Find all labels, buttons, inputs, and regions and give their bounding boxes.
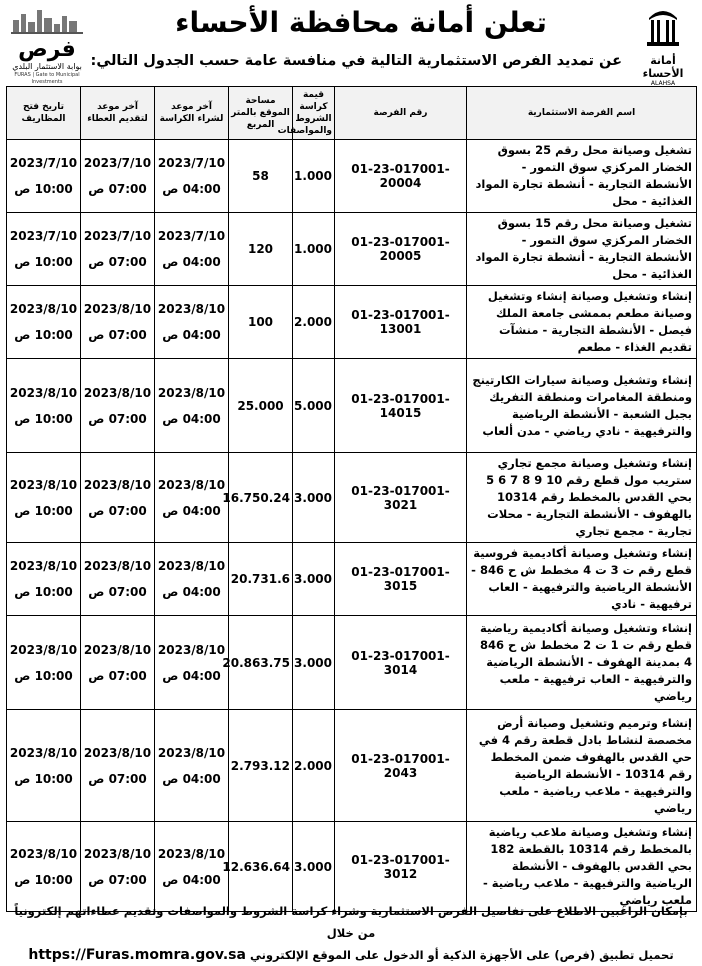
alahsa-name: أمانة الأحساء <box>642 54 684 80</box>
cell-area <box>229 359 293 453</box>
open-date: 2023/8/10 <box>9 302 78 316</box>
cell-number <box>335 616 467 710</box>
website-link[interactable]: https://Furas.momra.gov.sa <box>28 947 246 963</box>
table-row <box>7 710 697 822</box>
opportunity-name: تشغيل وصيانة محل رقم 15 بسوق الخضار المركزي سوق التمور - الأنشطة التجارية - أنشطة تجارة المواد الغذائية - محل <box>475 216 692 281</box>
submit-date: 2023/8/10 <box>83 642 152 657</box>
opportunity-name: إنشاء وتشغيل وصيانة مجمع تجاري ستريب مول قطع رقم 10 9 8 7 6 5 بحي القدس بالمخطط رقم 10314 بالهفوف - الأنشطة التجارية - محلات تجارية - مجمع تجاري <box>486 456 692 538</box>
cell-buy <box>155 359 229 453</box>
site-area: 120 <box>247 242 274 256</box>
submit-date: 2023/8/10 <box>83 745 152 760</box>
submit-time: 07:00 ص <box>88 585 147 599</box>
booklet-price: 3.000 <box>294 490 332 505</box>
cell-name <box>467 616 697 710</box>
booklet-price: 3.000 <box>294 655 332 670</box>
footer-line1: بإمكان الراغبين الاطلاع على تفاصيل الفرص الاستثمارية وشراء كراسة الشروط والمواصفات وتقديم عطاءاتهم إلكترونياً من خلال <box>14 904 688 940</box>
site-area: 12.636.64 <box>222 859 290 874</box>
cell-open <box>7 616 81 710</box>
buy-date: 2023/7/10 <box>157 229 226 243</box>
cell-submit <box>81 453 155 543</box>
palm-tower-icon <box>645 6 681 50</box>
open-time: 10:00 ص <box>14 585 73 599</box>
opportunity-name: إنشاء وتشغيل وصيانة أكاديمية فروسية قطع رقم ت 3 ت 4 مخطط ش ح 846 - الأنشطة الرياضية والترفيهية - العاب ترفيهية - نادي <box>471 546 692 611</box>
opportunity-number: 01-23-017001-3021 <box>351 483 450 512</box>
open-date: 2023/7/10 <box>9 156 78 170</box>
buy-time: 04:00 ص <box>162 668 221 683</box>
cell-name <box>467 140 697 213</box>
cell-number <box>335 359 467 453</box>
table-row <box>7 359 697 453</box>
table-row <box>7 286 697 359</box>
cell-submit <box>81 616 155 710</box>
opportunity-name: إنشاء وترميم وتشغيل وصيانة أرض مخصصة لنشاط بادل قطعة رقم 4 في حي القدس بالهفوف ضمن المخطط رقم 10314 - الأنشطة الرياضية والترفيهية - ملاعب رياضية - ملعب رياضي <box>478 715 692 815</box>
header-area: مساحة الموقع بالمتر المربع <box>229 87 293 140</box>
cell-price <box>293 710 335 822</box>
cell-price <box>293 616 335 710</box>
cell-number <box>335 213 467 286</box>
table-row <box>7 616 697 710</box>
submit-date: 2023/8/10 <box>83 385 152 400</box>
table-row <box>7 213 697 286</box>
submit-date: 2023/7/10 <box>83 229 152 243</box>
open-time: 10:00 ص <box>14 771 73 786</box>
skyline-icon <box>11 8 83 34</box>
footer <box>6 900 696 966</box>
opportunity-number: 01-23-017001-20004 <box>351 162 450 190</box>
opportunity-number: 01-23-017001-3012 <box>351 852 450 881</box>
cell-price <box>293 213 335 286</box>
cell-buy <box>155 822 229 912</box>
cell-buy <box>155 616 229 710</box>
cell-price <box>293 822 335 912</box>
open-date: 2023/8/10 <box>9 745 78 760</box>
site-area: 20.863.75 <box>222 655 290 670</box>
cell-submit <box>81 286 155 359</box>
opportunity-name: تشغيل وصيانة محل رقم 25 بسوق الخضار المركزي سوق التمور - الأنشطة التجارية - أنشطة تجارة المواد الغذائية - محل <box>475 143 692 208</box>
opportunity-name: إنشاء وتشغيل وصيانة ملاعب رياضية بالمخطط رقم 10314 بالقطعة 182 بحي القدس بالهفوف - الأنشطة الرياضية والترفيهية - ملاعب رياضية - ملعب رياضي <box>482 825 692 907</box>
table-row <box>7 822 697 912</box>
submit-date: 2023/8/10 <box>83 302 152 316</box>
submit-date: 2023/8/10 <box>83 559 152 573</box>
booklet-price: 3.000 <box>294 572 332 586</box>
site-area: 16.750.24 <box>222 490 290 505</box>
buy-date: 2023/8/10 <box>157 302 226 316</box>
header-number: رقم الفرصة <box>335 87 467 140</box>
submit-time: 07:00 ص <box>88 182 147 196</box>
opportunity-name: إنشاء وتشغيل وصيانة إنشاء وتشغيل وصيانة مطعم بممشى جامعة الملك فيصل - الأنشطة التجارية - منشآت تقديم الغذاء - مطعم <box>487 289 692 354</box>
header-buy: آخر موعد لشراء الكراسة <box>155 87 229 140</box>
cell-open <box>7 213 81 286</box>
header-price: قيمة كراسة الشروط والمواصفات <box>293 87 335 140</box>
cell-price <box>293 543 335 616</box>
cell-submit <box>81 822 155 912</box>
buy-date: 2023/8/10 <box>157 385 226 400</box>
open-time: 10:00 ص <box>14 668 73 683</box>
cell-price <box>293 286 335 359</box>
booklet-price: 1.000 <box>294 169 332 183</box>
cell-buy <box>155 543 229 616</box>
cell-number <box>335 710 467 822</box>
booklet-price: 2.000 <box>294 758 332 773</box>
buy-time: 04:00 ص <box>162 872 221 887</box>
open-time: 10:00 ص <box>14 872 73 887</box>
buy-date: 2023/8/10 <box>157 559 226 573</box>
cell-price <box>293 453 335 543</box>
furas-logo <box>6 8 88 85</box>
opportunity-number: 01-23-017001-3015 <box>351 565 450 593</box>
open-date: 2023/8/10 <box>9 559 78 573</box>
cell-area <box>222 453 293 543</box>
buy-date: 2023/7/10 <box>157 156 226 170</box>
cell-buy <box>155 286 229 359</box>
open-date: 2023/8/10 <box>9 477 78 492</box>
site-area: 58 <box>252 169 269 183</box>
table-row <box>7 453 697 543</box>
open-time: 10:00 ص <box>14 328 73 342</box>
cell-name <box>467 213 697 286</box>
cell-area <box>229 543 293 616</box>
open-time: 10:00 ص <box>14 503 73 518</box>
cell-number <box>335 286 467 359</box>
site-area: 25.000 <box>237 398 284 413</box>
opportunity-number: 01-23-017001-2043 <box>351 751 450 780</box>
cell-number <box>335 140 467 213</box>
booklet-price: 1.000 <box>294 242 332 256</box>
cell-submit <box>81 543 155 616</box>
cell-open <box>7 822 81 912</box>
header-open: تاريخ فتح المظاريف <box>7 87 81 140</box>
cell-open <box>7 286 81 359</box>
buy-time: 04:00 ص <box>162 182 221 196</box>
site-area: 20.731.6 <box>230 572 290 586</box>
cell-buy <box>155 710 229 822</box>
submit-time: 07:00 ص <box>88 255 147 269</box>
cell-open <box>7 543 81 616</box>
opportunity-number: 01-23-017001-20005 <box>351 235 450 263</box>
opportunity-number: 01-23-017001-14015 <box>351 391 450 420</box>
open-time: 10:00 ص <box>14 182 73 196</box>
cell-price <box>293 140 335 213</box>
cell-name <box>467 710 697 822</box>
buy-time: 04:00 ص <box>162 411 221 426</box>
cell-open <box>7 359 81 453</box>
open-time: 10:00 ص <box>14 255 73 269</box>
table-row <box>7 543 697 616</box>
cell-area <box>229 213 293 286</box>
cell-area <box>229 286 293 359</box>
cell-open <box>7 710 81 822</box>
cell-area <box>229 710 293 822</box>
buy-date: 2023/8/10 <box>157 745 226 760</box>
buy-time: 04:00 ص <box>162 771 221 786</box>
cell-number <box>335 453 467 543</box>
cell-submit <box>81 710 155 822</box>
cell-area <box>229 140 293 213</box>
buy-time: 04:00 ص <box>162 328 221 342</box>
booklet-price: 3.000 <box>294 859 332 874</box>
buy-time: 04:00 ص <box>162 503 221 518</box>
cell-name <box>467 822 697 912</box>
submit-date: 2023/8/10 <box>83 846 152 861</box>
header-name: اسم الفرصة الاستثمارية <box>467 87 697 140</box>
alahsa-name-en: ALAHSA <box>650 80 676 87</box>
cell-buy <box>155 213 229 286</box>
cell-submit <box>81 359 155 453</box>
open-time: 10:00 ص <box>14 411 73 426</box>
opportunities-table <box>6 86 697 912</box>
cell-buy <box>155 453 229 543</box>
furas-subtitle-en: FURAS | Gate to Municipal Investments <box>14 72 80 85</box>
opportunity-number: 01-23-017001-13001 <box>351 308 450 336</box>
alahsa-logo <box>630 6 696 87</box>
cell-open <box>7 140 81 213</box>
site-area: 100 <box>247 315 274 329</box>
buy-time: 04:00 ص <box>162 585 221 599</box>
header-submit: آخر موعد لتقديم العطاء <box>81 87 155 140</box>
buy-time: 04:00 ص <box>162 255 221 269</box>
booklet-price: 2.000 <box>294 315 332 329</box>
open-date: 2023/8/10 <box>9 642 78 657</box>
cell-number <box>335 543 467 616</box>
submit-time: 07:00 ص <box>88 411 147 426</box>
opportunity-name: إنشاء وتشغيل وصيانة أكاديمية رياضية قطع رقم ت 1 ت 2 مخطط ش ح 846 4 بمدينة الهفوف - الأنشطة الرياضية والترفيهية - العاب ترفيهية - ملعب رياضي <box>479 621 692 703</box>
buy-date: 2023/8/10 <box>157 477 226 492</box>
table-header-row <box>7 87 697 140</box>
footer-line2: تحميل تطبيق (فرص) على الأجهزة الذكية أو الدخول على الموقع الإلكتروني <box>249 948 674 962</box>
open-date: 2023/8/10 <box>9 846 78 861</box>
cell-name <box>467 359 697 453</box>
cell-submit <box>81 213 155 286</box>
furas-subtitle: بوابة الاستثمار البلدي <box>12 62 82 71</box>
opportunity-name: إنشاء وتشغيل وصيانة سيارات الكارتينج ومنطقة المغامرات ومنطقة التفريك بجبل الشعبة - الأنشطة الرياضية والترفيهية - نادي رياضي - مدن ألعاب <box>472 372 692 438</box>
submit-time: 07:00 ص <box>88 668 147 683</box>
submit-time: 07:00 ص <box>88 872 147 887</box>
cell-area <box>222 616 293 710</box>
page-title: تعلن أمانة محافظة الأحساء <box>175 6 547 39</box>
cell-submit <box>81 140 155 213</box>
submit-date: 2023/7/10 <box>83 156 152 170</box>
buy-date: 2023/8/10 <box>157 846 226 861</box>
submit-time: 07:00 ص <box>88 771 147 786</box>
cell-buy <box>155 140 229 213</box>
submit-time: 07:00 ص <box>88 503 147 518</box>
opportunity-number: 01-23-017001-3014 <box>351 648 450 677</box>
buy-date: 2023/8/10 <box>157 642 226 657</box>
cell-name <box>467 453 697 543</box>
booklet-price: 5.000 <box>294 398 332 413</box>
cell-open <box>7 453 81 543</box>
open-date: 2023/8/10 <box>9 385 78 400</box>
page-subtitle: عن تمديد الفرص الاستثمارية التالية في منافسة عامة حسب الجدول التالي: <box>90 53 622 69</box>
furas-brand: فرص <box>18 37 76 62</box>
site-area: 2.793.12 <box>230 758 290 773</box>
cell-name <box>467 286 697 359</box>
table-row <box>7 140 697 213</box>
submit-time: 07:00 ص <box>88 328 147 342</box>
cell-name <box>467 543 697 616</box>
open-date: 2023/7/10 <box>9 229 78 243</box>
cell-area <box>222 822 293 912</box>
cell-price <box>293 359 335 453</box>
cell-number <box>335 822 467 912</box>
submit-date: 2023/8/10 <box>83 477 152 492</box>
